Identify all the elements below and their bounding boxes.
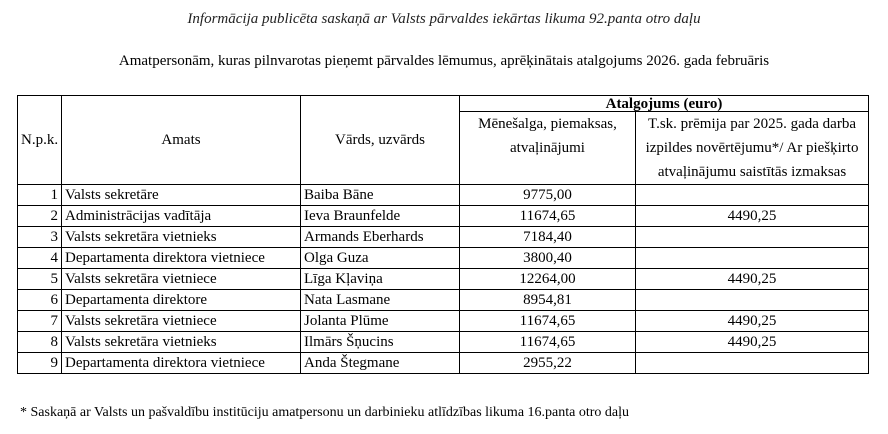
row-name: Jolanta Plūme bbox=[301, 311, 460, 332]
row-bonus: 4490,25 bbox=[636, 332, 869, 353]
row-number: 8 bbox=[18, 332, 62, 353]
row-bonus bbox=[636, 227, 869, 248]
table-row bbox=[18, 311, 869, 332]
header-npk: N.p.k. bbox=[18, 96, 62, 185]
table-row bbox=[18, 269, 869, 290]
row-name: Anda Štegmane bbox=[301, 353, 460, 374]
row-position: Valsts sekretāra vietnieks bbox=[62, 332, 301, 353]
row-number: 2 bbox=[18, 206, 62, 227]
row-position: Valsts sekretāre bbox=[62, 185, 301, 206]
table-row bbox=[18, 332, 869, 353]
row-position: Departamenta direktora vietniece bbox=[62, 353, 301, 374]
row-name: Ilmārs Šņucins bbox=[301, 332, 460, 353]
page-subtitle: Informācija publicēta saskaņā ar Valsts pārvaldes iekārtas likuma 92.panta otro daļu bbox=[187, 11, 701, 27]
row-bonus: 4490,25 bbox=[636, 206, 869, 227]
table-row bbox=[18, 227, 869, 248]
table-row bbox=[18, 353, 869, 374]
row-position: Valsts sekretāra vietniece bbox=[62, 311, 301, 332]
row-salary: 11674,65 bbox=[460, 206, 636, 227]
row-name: Ieva Braunfelde bbox=[301, 206, 460, 227]
row-bonus: 4490,25 bbox=[636, 311, 869, 332]
row-bonus bbox=[636, 185, 869, 206]
row-number: 6 bbox=[18, 290, 62, 311]
row-salary: 8954,81 bbox=[460, 290, 636, 311]
row-position: Valsts sekretāra vietnieks bbox=[62, 227, 301, 248]
header-vards: Vārds, uzvārds bbox=[301, 96, 460, 185]
row-position: Administrācijas vadītāja bbox=[62, 206, 301, 227]
row-salary: 11674,65 bbox=[460, 332, 636, 353]
row-number: 5 bbox=[18, 269, 62, 290]
header-premija: T.sk. prēmija par 2025. gada darba izpildes novērtējumu*/ Ar piešķirto atvaļinājumu saistītās izmaksas bbox=[636, 112, 869, 185]
header-atalgojums: Atalgojums (euro) bbox=[460, 96, 869, 112]
table-row bbox=[18, 290, 869, 311]
page-title: Amatpersonām, kuras pilnvarotas pieņemt pārvaldes lēmumus, aprēķinātais atalgojums 2026. gada februāris bbox=[118, 53, 770, 69]
table-row bbox=[18, 185, 869, 206]
table-header-row bbox=[18, 96, 869, 112]
row-position: Departamenta direktore bbox=[62, 290, 301, 311]
header-amats: Amats bbox=[62, 96, 301, 185]
row-name: Nata Lasmane bbox=[301, 290, 460, 311]
header-menesalga: Mēnešalga, piemaksas, atvaļinājumi bbox=[460, 112, 636, 185]
row-bonus bbox=[636, 290, 869, 311]
row-name: Olga Guza bbox=[301, 248, 460, 269]
row-name: Armands Eberhards bbox=[301, 227, 460, 248]
row-name: Līga Kļaviņa bbox=[301, 269, 460, 290]
table-row bbox=[18, 206, 869, 227]
row-salary: 12264,00 bbox=[460, 269, 636, 290]
row-number: 4 bbox=[18, 248, 62, 269]
salary-table bbox=[17, 95, 869, 374]
row-salary: 2955,22 bbox=[460, 353, 636, 374]
row-salary: 11674,65 bbox=[460, 311, 636, 332]
row-number: 7 bbox=[18, 311, 62, 332]
row-number: 9 bbox=[18, 353, 62, 374]
footnote: * Saskaņā ar Valsts un pašvaldību institūciju amatpersonu un darbinieku atlīdzības likuma 16.panta otro daļu bbox=[20, 405, 630, 420]
row-bonus bbox=[636, 353, 869, 374]
row-number: 3 bbox=[18, 227, 62, 248]
row-position: Departamenta direktora vietniece bbox=[62, 248, 301, 269]
row-salary: 9775,00 bbox=[460, 185, 636, 206]
row-position: Valsts sekretāra vietniece bbox=[62, 269, 301, 290]
row-salary: 7184,40 bbox=[460, 227, 636, 248]
row-number: 1 bbox=[18, 185, 62, 206]
table-row bbox=[18, 248, 869, 269]
row-bonus bbox=[636, 248, 869, 269]
row-salary: 3800,40 bbox=[460, 248, 636, 269]
row-bonus: 4490,25 bbox=[636, 269, 869, 290]
row-name: Baiba Bāne bbox=[301, 185, 460, 206]
